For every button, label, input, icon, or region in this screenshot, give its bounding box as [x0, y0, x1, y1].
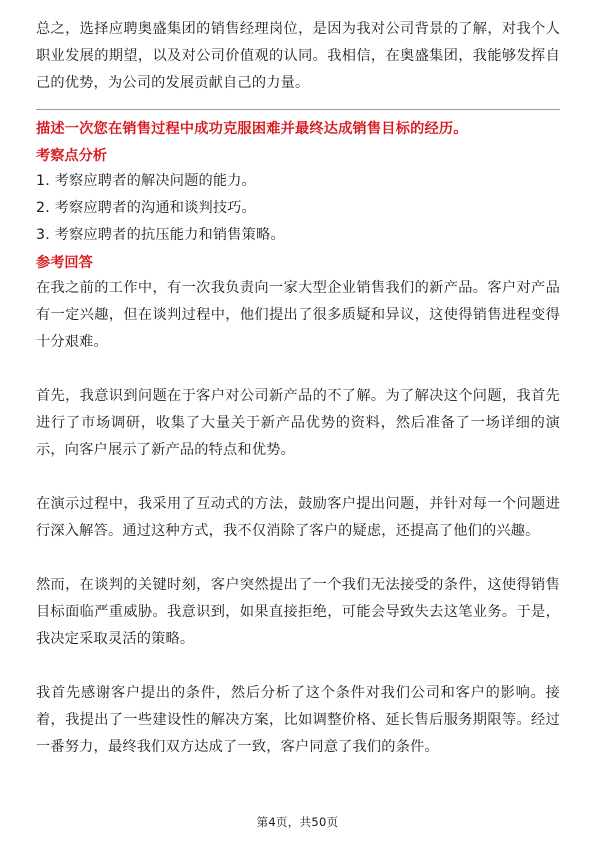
page-footer: 第4页，共50页: [256, 815, 339, 829]
paragraph-gap: [36, 545, 560, 572]
answer-paragraph-4: 然而，在谈判的关键时刻，客户突然提出了一个我们无法接受的条件，这使得销售目标面临严重威胁。我意识到，如果直接拒绝，可能会导致失去这笔业务。于是，我决定采取灵活的策略。: [36, 577, 560, 647]
section-divider: [36, 109, 560, 110]
analysis-item-3: 3. 考察应聘者的抗压能力和销售策略。: [36, 227, 285, 243]
intro-paragraph: 总之，选择应聘奥盛集团的销售经理岗位，是因为我对公司背景的了解，对我个人职业发展的期望，以及对公司价值观的认同。我相信，在奥盛集团，我能够发挥自己的优势，为公司的发展贡献自己的力量。: [36, 21, 560, 91]
analysis-item-1: 1. 考察应聘者的解决问题的能力。: [36, 173, 257, 189]
interview-question: 描述一次您在销售过程中成功克服困难并最终达成销售目标的经历。: [36, 121, 468, 137]
answer-paragraph-2: 首先，我意识到问题在于客户对公司新产品的不了解。为了解决这个问题，我首先进行了市场调研，收集了大量关于新产品优势的资料，然后准备了一场详细的演示，向客户展示了新产品的特点和优势。: [36, 388, 560, 458]
paragraph-gap: [36, 356, 560, 383]
answer-title: 参考回答: [36, 255, 93, 271]
page-content: [36, 16, 560, 761]
paragraph-gap: [36, 464, 560, 491]
answer-paragraph-3: 在演示过程中，我采用了互动式的方法，鼓励客户提出问题，并针对每一个问题进行深入解答。通过这种方式，我不仅消除了客户的疑虑，还提高了他们的兴趣。: [36, 496, 560, 539]
analysis-title: 考察点分析: [36, 148, 107, 164]
analysis-item-2: 2. 考察应聘者的沟通和谈判技巧。: [36, 200, 257, 216]
answer-paragraph-1: 在我之前的工作中，有一次我负责向一家大型企业销售我们的新产品。客户对产品有一定兴趣，但在谈判过程中，他们提出了很多质疑和异议，这使得销售进程变得十分艰难。: [36, 280, 560, 350]
paragraph-gap: [36, 653, 560, 680]
answer-paragraph-5: 我首先感谢客户提出的条件，然后分析了这个条件对我们公司和客户的影响。接着，我提出了一些建设性的解决方案，比如调整价格、延长售后服务期限等。经过一番努力，最终我们双方达成了一致，客户同意了我们的条件。: [36, 685, 560, 755]
